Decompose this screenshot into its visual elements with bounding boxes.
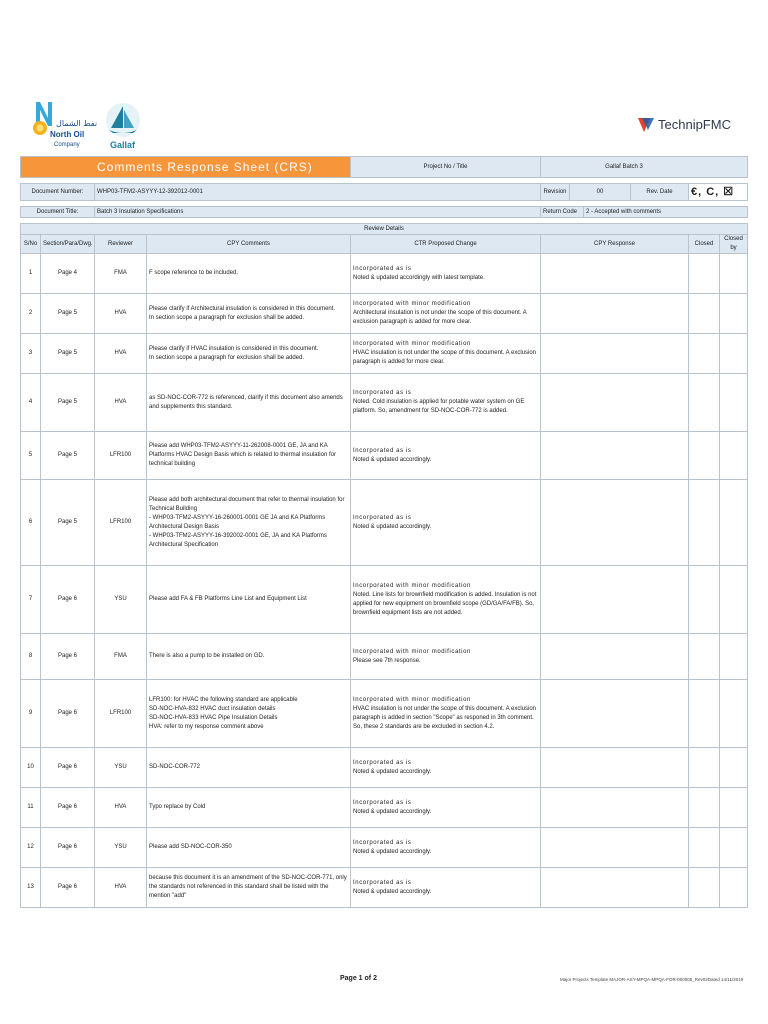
cpy-response-cell xyxy=(541,748,689,788)
comment-row xyxy=(21,254,748,294)
reviewer-cell: HVA xyxy=(95,334,147,374)
section-cell: Page 6 xyxy=(41,868,95,908)
cpy-response-cell xyxy=(541,334,689,374)
closed-by-cell xyxy=(720,868,748,908)
return-code-cell xyxy=(541,207,748,218)
ctr-change-cell xyxy=(351,680,541,748)
col-header-closed: Closed xyxy=(689,235,720,254)
sno-cell: 10 xyxy=(21,748,41,788)
sno-cell: 3 xyxy=(21,334,41,374)
closed-by-cell xyxy=(720,788,748,828)
closed-cell xyxy=(689,748,720,788)
revision-value: 00 xyxy=(570,184,631,200)
ctr-status: Incorporated with minor modification xyxy=(353,696,471,703)
cpy-comment-cell: Please add FA & FB Platforms Line List and Equipment List xyxy=(147,566,351,634)
col-header-ctr-change: CTR Proposed Change xyxy=(351,235,541,254)
closed-cell xyxy=(689,374,720,432)
closed-cell xyxy=(689,294,720,334)
page-number: Page 1 of 2 xyxy=(340,975,377,982)
closed-by-cell xyxy=(720,432,748,480)
cpy-comment-cell: LFR100: for HVAC the following standard are applicable SD-NOC-HVA-832 HVAC duct insulation details SD-NOC-HVA-833 HVAC Pipe Insulation Details HVA: refer to my response comment above xyxy=(147,680,351,748)
reviewer-cell: FMA xyxy=(95,634,147,680)
section-cell: Page 6 xyxy=(41,680,95,748)
ctr-change-cell xyxy=(351,788,541,828)
closed-by-cell xyxy=(720,634,748,680)
section-cell: Page 6 xyxy=(41,634,95,680)
ctr-change-cell xyxy=(351,566,541,634)
ctr-text: Noted. Cold insulation is applied for potable water system on GE platform. So, amendment for SD-NOC-COR-772 is added. xyxy=(353,399,525,414)
reviewer-cell: YSU xyxy=(95,828,147,868)
ctr-status: Incorporated with minor modification xyxy=(353,582,471,589)
ctr-status: Incorporated as is xyxy=(353,265,412,272)
gallaf-name: Gallaf xyxy=(110,140,136,150)
section-cell: Page 6 xyxy=(41,748,95,788)
revision-cell xyxy=(541,184,689,201)
crs-title: Comments Response Sheet (CRS) xyxy=(21,157,351,178)
cpy-response-cell xyxy=(541,828,689,868)
reviewer-cell: YSU xyxy=(95,566,147,634)
closed-cell xyxy=(689,566,720,634)
closed-cell xyxy=(689,254,720,294)
closed-by-cell xyxy=(720,374,748,432)
closed-by-cell xyxy=(720,334,748,374)
doc-number-label: Document Number: xyxy=(21,184,95,201)
closed-cell xyxy=(689,334,720,374)
ctr-status: Incorporated as is xyxy=(353,390,412,396)
sno-cell: 13 xyxy=(21,868,41,908)
ctr-status: Incorporated as is xyxy=(353,514,412,521)
noc-name: North Oil xyxy=(50,130,85,139)
comment-row xyxy=(21,334,748,374)
technipfmc-name: TechnipFMC xyxy=(658,117,731,132)
sno-cell: 12 xyxy=(21,828,41,868)
section-cell: Page 5 xyxy=(41,294,95,334)
reviewer-cell: HVA xyxy=(95,788,147,828)
ctr-text: Noted & updated accordingly. xyxy=(353,768,432,775)
closed-cell xyxy=(689,634,720,680)
closed-cell xyxy=(689,828,720,868)
doc-number-value: WHP03-TFM2-ASYYY-12-392012-0001 xyxy=(95,184,541,201)
cpy-comment-cell: There is also a pump to be installed on GD. xyxy=(147,634,351,680)
ctr-text: Noted & updated accordingly. xyxy=(353,848,432,855)
sno-cell: 1 xyxy=(21,254,41,294)
reviewer-cell: LFR100 xyxy=(95,480,147,566)
crs-table xyxy=(20,156,748,908)
comment-row xyxy=(21,828,748,868)
review-details-header: Review Details xyxy=(21,224,748,235)
ctr-status: Incorporated with minor modification xyxy=(353,301,471,307)
ctr-status: Incorporated as is xyxy=(353,879,412,886)
comment-row xyxy=(21,294,748,334)
comment-row xyxy=(21,480,748,566)
sno-cell: 8 xyxy=(21,634,41,680)
closed-by-cell xyxy=(720,294,748,334)
cpy-response-cell xyxy=(541,566,689,634)
reviewer-cell: FMA xyxy=(95,254,147,294)
col-header-reviewer: Reviewer xyxy=(95,235,147,254)
ctr-change-cell xyxy=(351,634,541,680)
cpy-comment-cell: Please add SD-NOC-COR-350 xyxy=(147,828,351,868)
section-cell: Page 5 xyxy=(41,374,95,432)
ctr-change-cell xyxy=(351,432,541,480)
sno-cell: 6 xyxy=(21,480,41,566)
closed-by-cell xyxy=(720,254,748,294)
column-header-row xyxy=(21,235,748,254)
closed-by-cell xyxy=(720,828,748,868)
section-cell: Page 6 xyxy=(41,788,95,828)
technipfmc-logo xyxy=(636,112,746,136)
cpy-comment-cell: F scope reference to be included. xyxy=(147,254,351,294)
ctr-change-cell xyxy=(351,828,541,868)
rev-date-label: Rev. Date xyxy=(646,188,673,195)
section-cell: Page 4 xyxy=(41,254,95,294)
closed-by-cell xyxy=(720,566,748,634)
section-cell: Page 5 xyxy=(41,334,95,374)
comment-row xyxy=(21,374,748,432)
sno-cell: 4 xyxy=(21,374,41,432)
return-code-label: Return Code xyxy=(541,207,584,217)
cpy-comment-cell: because this document it is an amendment of the SD-NOC-COR-771, only the standards not referenced in this standard shall be listed with the mention "add" xyxy=(147,868,351,908)
cpy-comment-cell: Please clarify if HVAC insulation is considered in this document. In section scope a paragraph for exclusion shall be added. xyxy=(147,334,351,374)
reviewer-cell: HVA xyxy=(95,374,147,432)
ctr-status: Incorporated as is xyxy=(353,759,412,766)
ctr-text: Noted & updated accordingly. xyxy=(353,808,432,815)
ctr-status: Incorporated with minor modification xyxy=(353,341,471,347)
cpy-response-cell xyxy=(541,868,689,908)
closed-by-cell xyxy=(720,480,748,566)
cpy-comment-cell: Please add both architectural document that refer to thermal insulation for Technical Building - WHP03-TFM2-ASYYY-16-260001-0001 GE JA and KA Platforms Architectural Design Basis - WHP03-TFM2-ASYYY-16-392002-0001 GE, JA and KA Platforms Architectural Specification xyxy=(147,480,351,566)
noc-sub: Company xyxy=(54,142,80,148)
comment-row xyxy=(21,432,748,480)
cpy-response-cell xyxy=(541,294,689,334)
cpy-comment-cell: as SD-NOC-COR-772 is referenced, clarify if this document also amends and supplements this standard. xyxy=(147,374,351,432)
reviewer-cell: LFR100 xyxy=(95,432,147,480)
col-header-cpy-response: CPY Response xyxy=(541,235,689,254)
ctr-status: Incorporated as is xyxy=(353,799,412,806)
ctr-change-cell xyxy=(351,374,541,432)
reviewer-cell: HVA xyxy=(95,294,147,334)
reviewer-cell: YSU xyxy=(95,748,147,788)
ctr-change-cell xyxy=(351,254,541,294)
doc-title-label: Document Title: xyxy=(21,207,95,218)
section-cell: Page 5 xyxy=(41,432,95,480)
sno-cell: 5 xyxy=(21,432,41,480)
rev-date-value: €, C, ☒ xyxy=(689,184,748,201)
cpy-response-cell xyxy=(541,374,689,432)
col-header-sno: S/No xyxy=(21,235,41,254)
north-oil-logo xyxy=(30,100,100,152)
cpy-response-cell xyxy=(541,634,689,680)
comment-row xyxy=(21,868,748,908)
sno-cell: 11 xyxy=(21,788,41,828)
ctr-change-cell xyxy=(351,480,541,566)
comment-row xyxy=(21,788,748,828)
ctr-status: Incorporated as is xyxy=(353,447,412,454)
ctr-text: Please see 7th response. xyxy=(353,657,421,664)
cpy-comment-cell: Please clarify if Architectural insulation is considered in this document. In section scope a paragraph for exclusion shall be added. xyxy=(147,294,351,334)
col-header-closed-by: Closed by xyxy=(720,235,748,254)
ctr-text: Noted & updated accordingly. xyxy=(353,523,432,530)
comment-row xyxy=(21,680,748,748)
template-reference: Major Projects Template MAJOR-ASY-MPQA-MPQA-FOR-000005_Rev02Dated 14/11/2019 xyxy=(560,977,744,982)
ctr-change-cell xyxy=(351,748,541,788)
cpy-response-cell xyxy=(541,432,689,480)
closed-cell xyxy=(689,680,720,748)
closed-by-cell xyxy=(720,680,748,748)
cpy-response-cell xyxy=(541,680,689,748)
ctr-text: HVAC insulation is not under the scope of this document. A exclusion paragraph is added in section "Scope" as responed in 3th comment. So, these 2 standards are be excluded in section 4.2. xyxy=(353,705,536,730)
ctr-text: Noted. Line lists for brownfield modification is added. Insulation is not applied for new equipment on brownfield scope (GD/GA/FA/FB). So, brownfield equipment lists are not added. xyxy=(353,591,537,616)
reviewer-cell: HVA xyxy=(95,868,147,908)
ctr-change-cell xyxy=(351,868,541,908)
cpy-comment-cell: Please add WHP03-TFM2-ASYYY-11-262008-0001 GE, JA and KA Platforms HVAC Design Basis which is related to thermal insulation for technical building xyxy=(147,432,351,480)
noc-arabic: نفط الشمال xyxy=(56,119,98,128)
sno-cell: 7 xyxy=(21,566,41,634)
gallaf-logo xyxy=(103,100,143,152)
section-cell: Page 6 xyxy=(41,566,95,634)
col-header-cpy-comments: CPY Comments xyxy=(147,235,351,254)
return-code-value: 2 - Accepted with comments xyxy=(586,208,662,215)
ctr-change-cell xyxy=(351,294,541,334)
ctr-status: Incorporated as is xyxy=(353,839,412,846)
closed-cell xyxy=(689,480,720,566)
ctr-text: Noted & updated accordingly with latest template. xyxy=(353,274,485,281)
doc-title-value: Batch 3 Insulation Specifications xyxy=(95,207,541,218)
revision-label: Revision xyxy=(541,184,570,200)
cpy-comment-cell: SD-NOC-COR-772 xyxy=(147,748,351,788)
sno-cell: 9 xyxy=(21,680,41,748)
closed-cell xyxy=(689,432,720,480)
closed-cell xyxy=(689,788,720,828)
closed-by-cell xyxy=(720,748,748,788)
ctr-text: Noted & updated accordingly. xyxy=(353,456,432,463)
cpy-response-cell xyxy=(541,788,689,828)
comment-row xyxy=(21,566,748,634)
reviewer-cell: LFR100 xyxy=(95,680,147,748)
cpy-response-cell xyxy=(541,254,689,294)
ctr-change-cell xyxy=(351,334,541,374)
col-header-section: Section/Para/Dwg. xyxy=(41,235,95,254)
cpy-response-cell xyxy=(541,480,689,566)
cpy-comment-cell: Typo replace by Cold xyxy=(147,788,351,828)
project-label: Project No / Title xyxy=(351,157,541,178)
ctr-status: Incorporated with minor modification xyxy=(353,648,471,655)
ctr-text: Architectural insulation is not under the scope of this document. A exclusion paragraph is added for more clear. xyxy=(353,310,527,325)
sno-cell: 2 xyxy=(21,294,41,334)
comment-row xyxy=(21,634,748,680)
project-value: Gallaf Batch 3 xyxy=(541,157,748,178)
section-cell: Page 6 xyxy=(41,828,95,868)
comment-row xyxy=(21,748,748,788)
ctr-text: HVAC insulation is not under the scope of this document. A exclusion paragraph is added for more clear. xyxy=(353,350,536,365)
ctr-text: Noted & updated accordingly. xyxy=(353,888,432,895)
section-cell: Page 5 xyxy=(41,480,95,566)
closed-cell xyxy=(689,868,720,908)
